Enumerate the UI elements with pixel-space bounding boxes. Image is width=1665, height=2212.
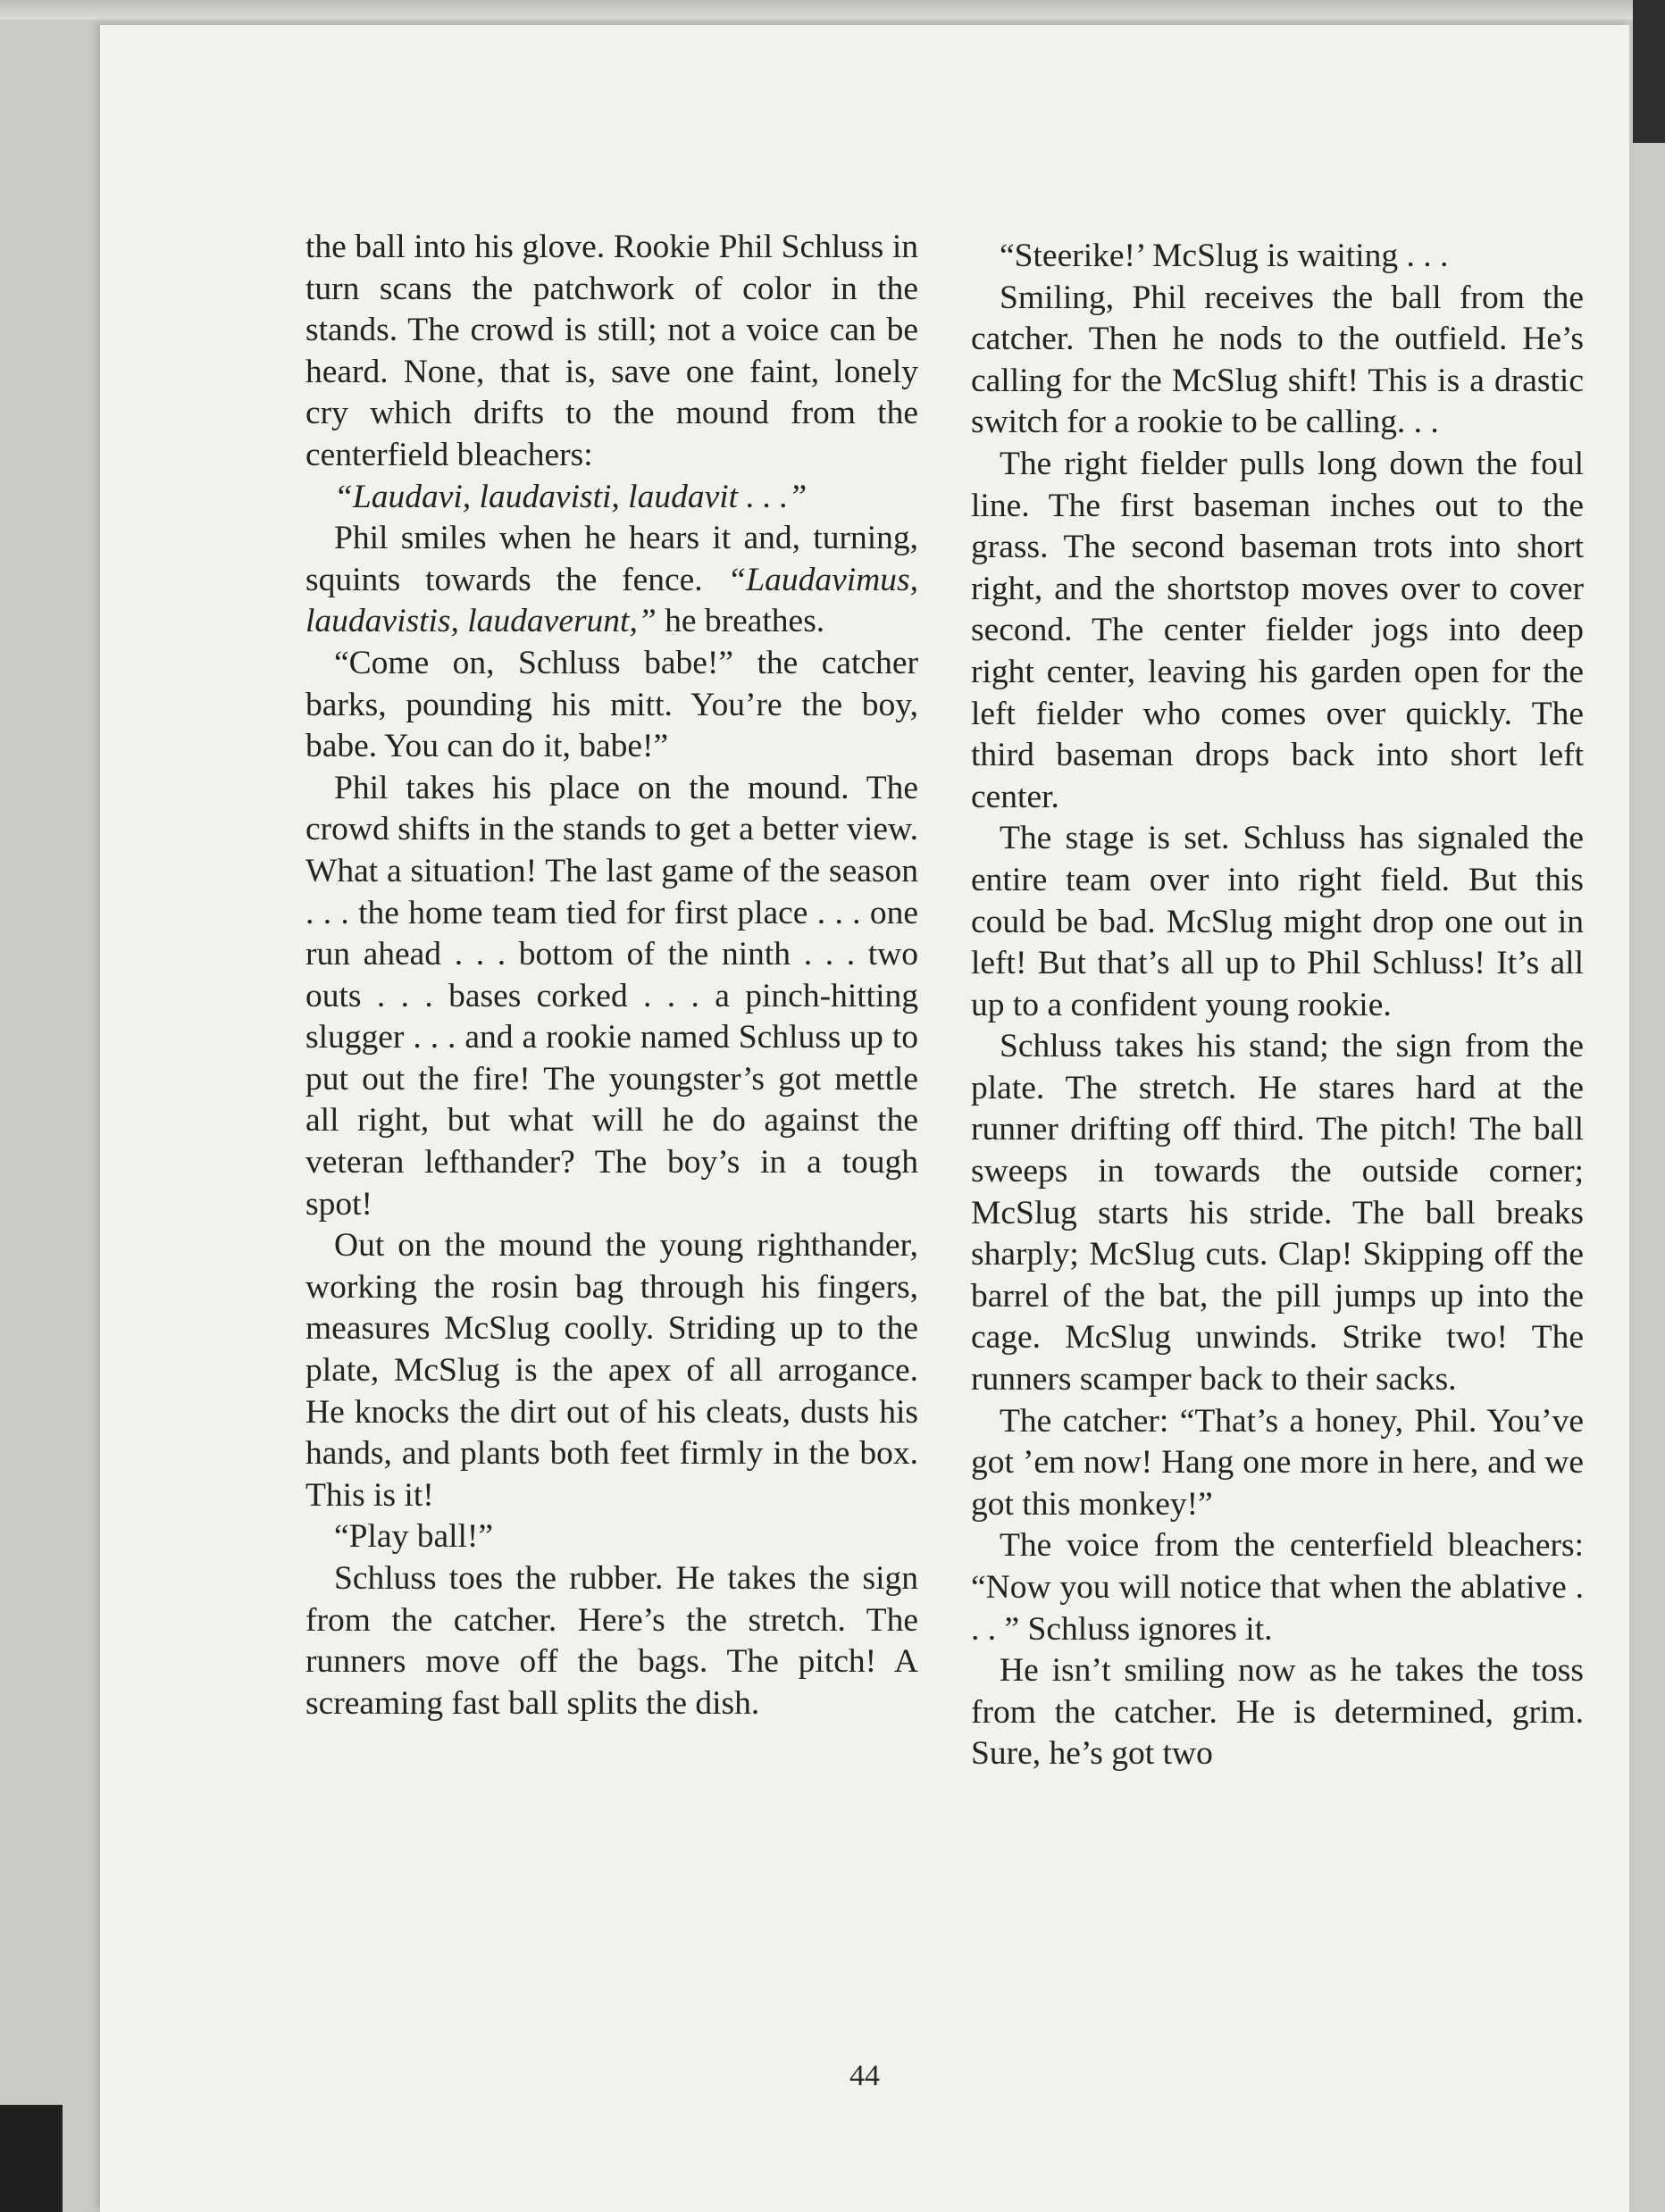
paragraph-text: he breathes. [656, 603, 825, 640]
paragraph: “Come on, Schluss babe!” the catcher barks, pounding his mitt. You’re the boy, babe. You can do it, babe!” [305, 644, 918, 765]
paragraph [305, 477, 918, 519]
paragraph: The right fielder pulls long down the foul line. The first baseman inches out to the grass. The second baseman trots into short right, and the shortstop moves over to cover second. The center fielder jogs into deep right center, leaving his garden open for the left fielder who comes over quickly. The third baseman drops back into short left center. [971, 445, 1584, 815]
paragraph: Out on the mound the young righthander, working the rosin bag through his fingers, measures McSlug coolly. Striding up to the plate, McSlug is the apex of all arrogance. He knocks the dirt out of his cleats, dusts his hands, and plants both feet firmly in the box. This is it! [305, 1227, 918, 1514]
scan-shadow [0, 0, 1665, 20]
paragraph [305, 518, 918, 643]
paragraph: Schluss toes the rubber. He takes the sign from the catcher. Here’s the stretch. The runners move off the bags. The pitch! A screaming fast ball splits the dish. [305, 1560, 918, 1722]
left-column [305, 227, 918, 1724]
paragraph: “Play ball!” [334, 1518, 494, 1556]
paragraph-text: Phil smiles when he hears it and, turning, squints towards the fence. [305, 520, 918, 598]
scan-edge-right [1633, 0, 1665, 143]
paragraph: Schluss takes his stand; the sign from the plate. The stretch. He stares hard at the runner drifting off third. The pitch! The ball sweeps in towards the outside corner; McSlug starts his stride. The ball breaks sharply; McSlug cuts. Clap! Skipping off the barrel of the bat, the pill jumps up into the cage. McSlug unwinds. Strike two! The runners scamper back to their sacks. [971, 1028, 1584, 1398]
paragraph: Phil takes his place on the mound. The crowd shifts in the stands to get a better view. What a situation! The last game of the season . . . the home team tied for first place . . . one run ahead . . . bottom of the ninth . . . two outs . . . bases corked . . . a pinch-hitting slugger . . . and a rookie named Schluss up to put out the fire! The youngster’s got mettle all right, but what will he do against the veteran lefthander? The boy’s in a tough spot! [305, 769, 918, 1223]
latin-quote: “Laudavi, laudavisti, laudavit . . .” [334, 478, 807, 515]
paragraph: the ball into his glove. Rookie Phil Schluss in turn scans the patchwork of color in the stands. The crowd is still; not a voice can be heard. None, that is, save one faint, lonely cry which drifts to the mound from the centerfield bleachers: [305, 229, 918, 473]
page-number: 44 [849, 2059, 880, 2092]
paragraph: The voice from the centerfield bleachers: “Now you will notice that when the ablative . . . ” Schluss ignores it. [971, 1527, 1584, 1648]
right-column [971, 236, 1584, 1775]
scan-edge-left [0, 2105, 63, 2212]
paragraph: “Steerike!’ McSlug is waiting . . . [1000, 238, 1449, 274]
paragraph: The stage is set. Schluss has signaled the entire team over into right field. But this could be bad. McSlug might drop one out in left! But that’s all up to Phil Schluss! It’s all up to a confident young rookie. [971, 820, 1584, 1023]
latin-quote: “Laudavimus, laudavistis, laudaverunt,” [305, 561, 918, 640]
paragraph: He isn’t smiling now as he takes the toss from the catcher. He is determined, grim. Sure, he’s got two [971, 1652, 1584, 1773]
paragraph: The catcher: “That’s a honey, Phil. You’ve got ’em now! Hang one more in here, and we got this monkey!” [971, 1402, 1584, 1523]
book-page [100, 25, 1629, 2212]
paragraph: Smiling, Phil receives the ball from the catcher. Then he nods to the outfield. He’s calling for the McSlug shift! This is a drastic switch for a rookie to be calling. . . [971, 279, 1584, 441]
